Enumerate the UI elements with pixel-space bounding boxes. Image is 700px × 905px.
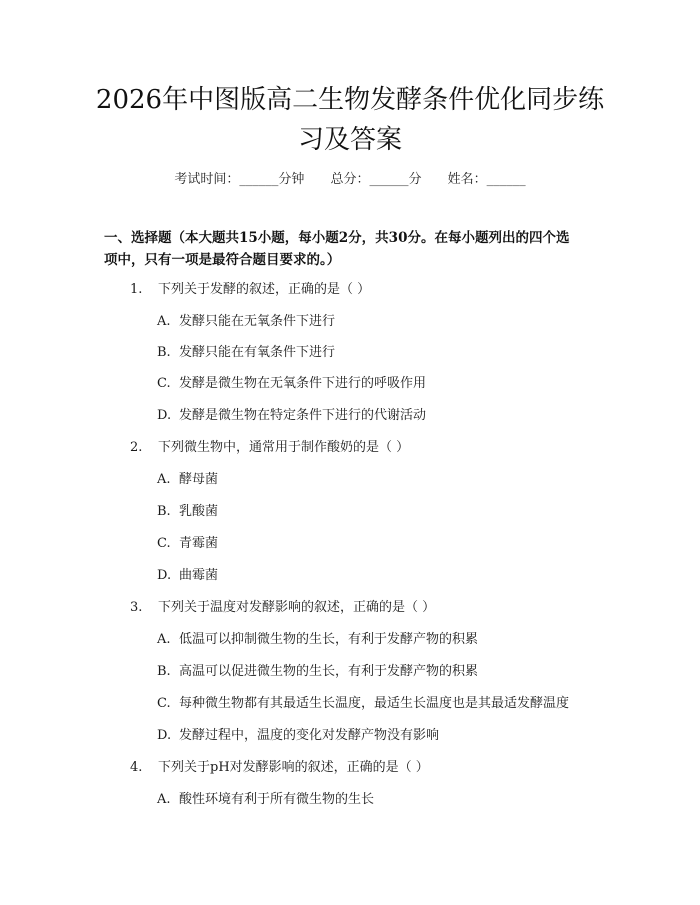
option-text: 酸性环境有利于所有微生物的生长	[179, 792, 375, 807]
option-letter: D.	[157, 568, 172, 583]
question-2-option-c	[157, 534, 218, 554]
document-title-line-2: 习及答案	[297, 125, 402, 155]
option-letter: B.	[157, 345, 171, 360]
question-text: 下列微生物中，通常用于制作酸奶的是（ ）	[158, 440, 410, 455]
option-letter: B.	[157, 664, 171, 679]
question-number: 3.	[130, 600, 143, 615]
question-1	[130, 280, 370, 300]
student-name-field: 姓名：______	[447, 172, 526, 187]
option-text: 曲霉菌	[179, 568, 219, 583]
option-letter: A.	[157, 314, 171, 329]
question-2-option-d	[157, 566, 218, 586]
question-3-option-a	[157, 630, 478, 650]
option-letter: C.	[157, 696, 171, 711]
question-3-option-d	[157, 726, 439, 746]
question-2	[130, 438, 409, 458]
option-text: 酵母菌	[179, 472, 219, 487]
question-text: 下列关于温度对发酵影响的叙述，正确的是（ ）	[158, 600, 436, 615]
exam-time-field: 考试时间：______分钟	[174, 172, 305, 187]
option-letter: D.	[157, 408, 172, 423]
option-letter: C.	[157, 376, 171, 391]
question-3-option-c	[157, 694, 569, 714]
option-text: 发酵只能在有氧条件下进行	[179, 345, 336, 360]
question-1-option-a	[157, 312, 335, 332]
option-text: 发酵过程中，温度的变化对发酵产物没有影响	[179, 728, 440, 743]
question-3-option-b	[157, 662, 478, 682]
option-text: 低温可以抑制微生物的生长，有利于发酵产物的积累	[179, 632, 479, 647]
option-letter: A.	[157, 632, 171, 647]
question-number: 4.	[130, 760, 143, 775]
question-4-option-a	[157, 790, 374, 810]
question-2-option-a	[157, 470, 218, 490]
option-letter: A.	[157, 792, 171, 807]
option-text: 每种微生物都有其最适生长温度，最适生长温度也是其最适发酵温度	[179, 696, 570, 711]
option-letter: A.	[157, 472, 171, 487]
question-1-option-d	[157, 406, 426, 426]
option-text: 青霉菌	[179, 536, 219, 551]
option-letter: D.	[157, 728, 172, 743]
question-number: 1.	[130, 282, 143, 297]
question-3	[130, 598, 435, 618]
option-letter: B.	[157, 504, 171, 519]
exam-meta	[0, 168, 700, 187]
section-heading-line-2: 项中，只有一项是最符合题目要求的。）	[104, 252, 341, 268]
option-text: 乳酸菌	[179, 504, 219, 519]
question-1-option-c	[157, 374, 426, 394]
option-text: 发酵只能在无氧条件下进行	[179, 314, 336, 329]
question-1-option-b	[157, 343, 335, 363]
option-text: 发酵是微生物在特定条件下进行的代谢活动	[179, 408, 427, 423]
question-text: 下列关于发酵的叙述，正确的是（ ）	[158, 282, 371, 297]
option-letter: C.	[157, 536, 171, 551]
question-number: 2.	[130, 440, 143, 455]
total-score-field: 总分：______分	[330, 172, 422, 187]
option-text: 发酵是微生物在无氧条件下进行的呼吸作用	[179, 376, 427, 391]
option-text: 高温可以促进微生物的生长，有利于发酵产物的积累	[179, 664, 479, 679]
question-4	[130, 758, 429, 778]
section-heading-line-1: 一、选择题（本大题共15小题，每小题2分，共30分。在每小题列出的四个选	[104, 230, 570, 246]
document-title-line-1: 2026年中图版高二生物发酵条件优化同步练	[95, 85, 605, 115]
question-text: 下列关于pH对发酵影响的叙述，正确的是（ ）	[158, 760, 429, 775]
question-2-option-b	[157, 502, 218, 522]
